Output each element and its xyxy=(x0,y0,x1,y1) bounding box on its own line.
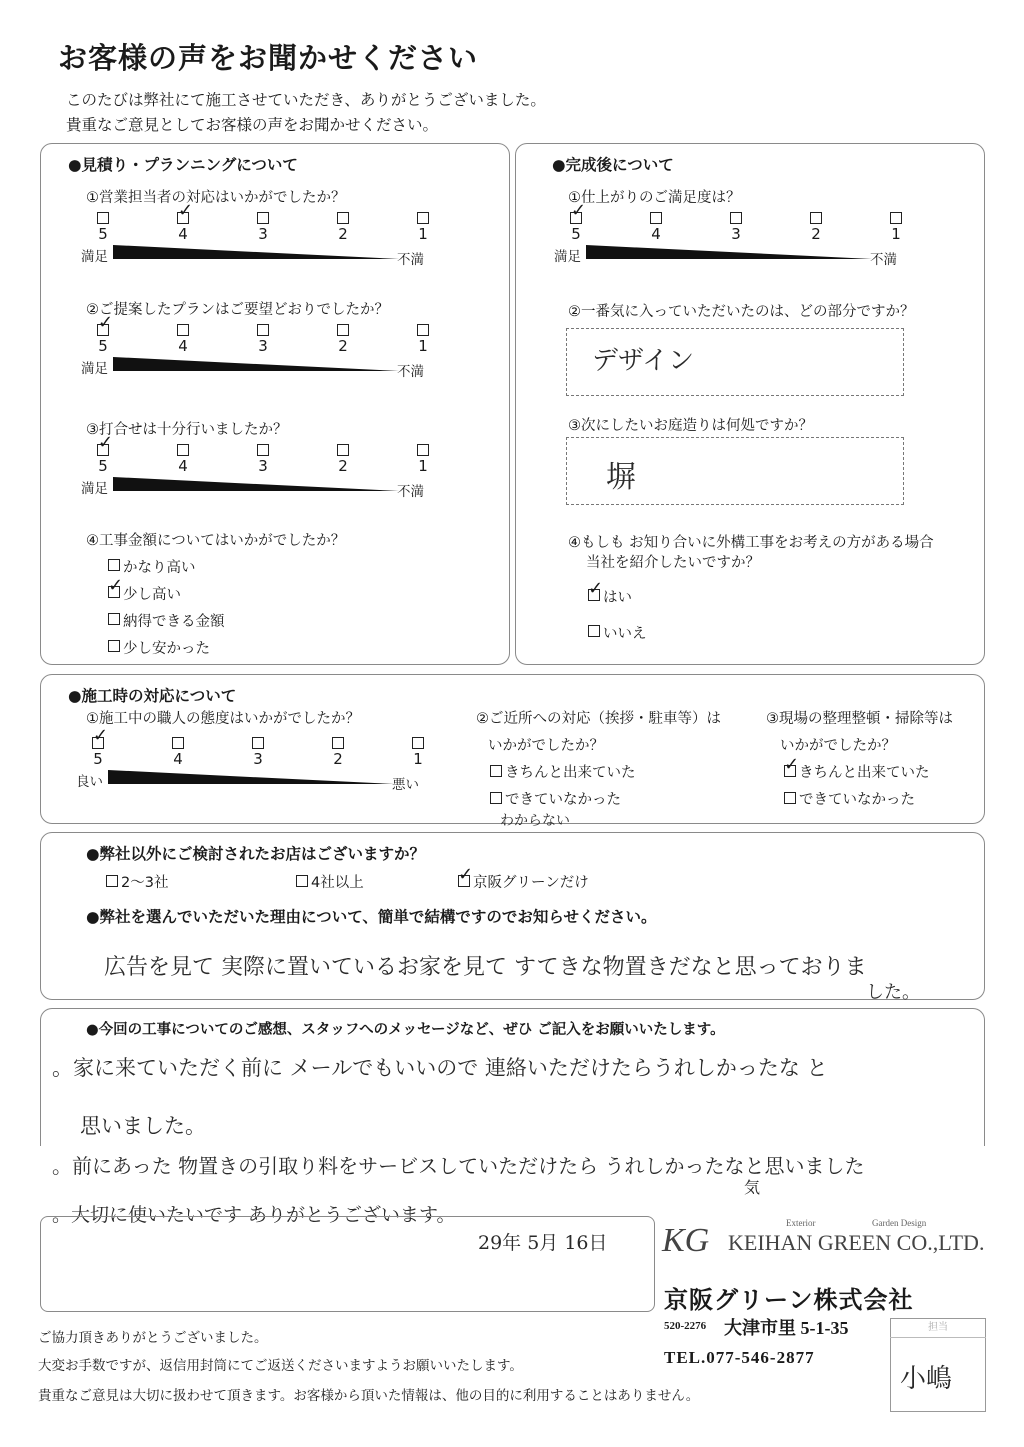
footer-line3: 貴重なご意見は大切に扱わせて頂きます。お客様から頂いた情報は、他の目的に利用することはありません。 xyxy=(38,1388,700,1404)
rating-number: 2 xyxy=(338,225,348,243)
rating-checkbox[interactable] xyxy=(177,444,189,456)
rating-number: 2 xyxy=(333,750,343,768)
scale-left-label: 満足 xyxy=(81,249,108,265)
completion-q1: ①仕上がりのご満足度は？ xyxy=(568,190,741,206)
comment-line3: 。前にあった 物置きの引取り料をサービスしていただけたら うれしかったなと思いました xyxy=(52,1154,865,1178)
completion-q3: ③次にしたいお庭造りは何処ですか？ xyxy=(568,418,813,434)
staff-box-label: 担当 xyxy=(890,1318,986,1338)
construction-q3-line1: ③現場の整理整頓・掃除等は xyxy=(766,711,953,727)
rating-checkbox[interactable] xyxy=(417,212,429,224)
rating-number: 5 xyxy=(98,225,108,243)
referral-yes-label: はい xyxy=(603,590,632,606)
rating-checkbox[interactable] xyxy=(412,737,424,749)
tidy-bad-label: できていなかった xyxy=(799,792,915,808)
construction-q1: ①施工中の職人の態度はいかがでしたか？ xyxy=(86,711,360,727)
scale-left-label: 満足 xyxy=(81,481,108,497)
rating-checkbox[interactable] xyxy=(172,737,184,749)
rating-number: 2 xyxy=(338,457,348,475)
rating-number: 3 xyxy=(258,337,268,355)
rating-number: 1 xyxy=(418,337,428,355)
comment-line1: 。家に来ていただく前に メールでもいいので 連絡いただけたらうれしかったな と xyxy=(52,1056,828,1080)
construction-q3-line2: いかがでしたか？ xyxy=(780,738,896,754)
check-mark-icon: ✓ xyxy=(588,578,604,599)
blank-area xyxy=(40,1216,655,1312)
planning-q4: ④工事金額についてはいかがでしたか？ xyxy=(86,533,346,549)
neighbor-bad-checkbox[interactable] xyxy=(490,792,502,804)
price-option-label: かなり高い xyxy=(123,560,196,576)
reason-question: ●弊社を選んでいただいた理由について、簡単で結構ですのでお知らせください。 xyxy=(86,908,657,926)
planning-q3: ③打合せは十分行いましたか？ xyxy=(86,422,288,438)
price-option-checkbox[interactable] xyxy=(108,559,120,571)
rating-checkbox[interactable] xyxy=(890,212,902,224)
company-logo-mark: KG xyxy=(662,1222,710,1259)
company-address: 大津市里 5-1-35 xyxy=(724,1318,849,1338)
price-option-label: 少し安かった xyxy=(123,641,210,657)
price-option-checkbox[interactable] xyxy=(108,613,120,625)
rating-number: 5 xyxy=(571,225,581,243)
planning-q2: ②ご提案したプランはご要望どおりでしたか？ xyxy=(86,302,389,318)
price-option-label: 納得できる金額 xyxy=(123,614,225,630)
rating-number: 1 xyxy=(418,225,428,243)
rating-number: 4 xyxy=(178,457,188,475)
rating-number: 5 xyxy=(98,337,108,355)
staff-signature: 小嶋 xyxy=(900,1364,953,1394)
construction-q2-line1: ②ご近所への対応（挨拶・駐車等）は xyxy=(476,711,721,727)
check-mark-icon: ✓ xyxy=(93,725,109,746)
rating-checkbox[interactable] xyxy=(337,212,349,224)
referral-no-label: いいえ xyxy=(603,626,647,642)
footer-line2: 大変お手数ですが、返信用封筒にてご返送くださいますようお願いいたします。 xyxy=(38,1358,523,1374)
reason-answer-line2: した。 xyxy=(866,982,920,1003)
completion-panel xyxy=(515,143,985,665)
referral-no-checkbox[interactable] xyxy=(588,625,600,637)
scale-left-label: 満足 xyxy=(81,361,108,377)
company-logo-small-2: Garden Design xyxy=(872,1218,927,1228)
company-postal: 520-2276 xyxy=(664,1320,707,1332)
comments-heading: ●今回の工事についてのご感想、スタッフへのメッセージなど、ぜひ ご記入をお願いいたします。 xyxy=(86,1022,725,1038)
scale-right-label: 不満 xyxy=(397,364,424,380)
rating-number: 1 xyxy=(413,750,423,768)
rating-number: 4 xyxy=(178,337,188,355)
company-logo-small-1: Exterior xyxy=(786,1218,816,1228)
rating-checkbox[interactable] xyxy=(257,444,269,456)
neighbor-good-checkbox[interactable] xyxy=(490,765,502,777)
scale-right-label: 悪い xyxy=(392,777,419,793)
comment-date: 29年 5月 16日 xyxy=(478,1232,608,1254)
scale-left-label: 良い xyxy=(76,774,103,790)
rating-number: 1 xyxy=(418,457,428,475)
rating-number: 3 xyxy=(253,750,263,768)
rating-checkbox[interactable] xyxy=(810,212,822,224)
rating-number: 3 xyxy=(731,225,741,243)
check-mark-icon: ✓ xyxy=(458,864,474,885)
shop-option-label: 京阪グリーンだけ xyxy=(473,875,589,891)
completion-q2: ②一番気に入っていただいたのは、どの部分ですか？ xyxy=(568,304,915,320)
company-logo-text: KEIHAN GREEN CO.,LTD. xyxy=(728,1230,985,1255)
check-mark-icon: ✓ xyxy=(108,575,124,596)
favorite-part-answer: デザイン xyxy=(592,346,695,376)
intro-line-1: このたびは弊社にて施工させていただき、ありがとうございました。 xyxy=(66,91,546,109)
intro-line-2: 貴重なご意見としてお客様の声をお聞かせください。 xyxy=(66,116,439,134)
rating-checkbox[interactable] xyxy=(97,212,109,224)
rating-checkbox[interactable] xyxy=(417,444,429,456)
rating-number: 4 xyxy=(651,225,661,243)
rating-number: 5 xyxy=(98,457,108,475)
scale-right-label: 不満 xyxy=(870,252,897,268)
completion-q4-line2: 当社を紹介したいですか？ xyxy=(586,555,760,571)
check-mark-icon: ✓ xyxy=(178,200,194,221)
company-name: 京阪グリーン株式会社 xyxy=(664,1288,914,1314)
construction-q2-line2: いかがでしたか？ xyxy=(488,738,604,754)
shop-option-label: 4社以上 xyxy=(311,875,364,891)
rating-checkbox[interactable] xyxy=(337,324,349,336)
check-mark-icon: ✓ xyxy=(784,754,800,775)
shop-option-checkbox[interactable] xyxy=(106,875,118,887)
rating-number: 3 xyxy=(258,457,268,475)
shop-option-label: 2～3社 xyxy=(121,875,169,891)
completion-q4-line1: ④もしも お知り合いに外構工事をお考えの方がある場合 xyxy=(568,535,934,551)
rating-checkbox[interactable] xyxy=(177,324,189,336)
tidy-good-label: きちんと出来ていた xyxy=(799,765,930,781)
other-shops-question: ●弊社以外にご検討されたお店はございますか？ xyxy=(86,845,426,863)
check-mark-icon: ✓ xyxy=(98,432,114,453)
rating-number: 1 xyxy=(891,225,901,243)
rating-checkbox[interactable] xyxy=(650,212,662,224)
rating-number: 2 xyxy=(811,225,821,243)
rating-checkbox[interactable] xyxy=(332,737,344,749)
price-option-checkbox[interactable] xyxy=(108,640,120,652)
scale-left-label: 満足 xyxy=(554,249,581,265)
rating-number: 3 xyxy=(258,225,268,243)
completion-heading: ●完成後について xyxy=(552,156,674,174)
comment-line2: 思いました。 xyxy=(80,1114,206,1138)
rating-checkbox[interactable] xyxy=(257,212,269,224)
company-tel: TEL.077-546-2877 xyxy=(664,1348,815,1367)
planning-q1: ①営業担当者の対応はいかがでしたか？ xyxy=(86,190,346,206)
tidy-bad-checkbox[interactable] xyxy=(784,792,796,804)
rating-checkbox[interactable] xyxy=(257,324,269,336)
construction-heading: ●施工時の対応について xyxy=(68,687,237,705)
neighbor-note: わからない xyxy=(500,813,570,829)
rating-number: 5 xyxy=(93,750,103,768)
page-title: お客様の声をお聞かせください xyxy=(58,41,479,75)
rating-number: 4 xyxy=(178,225,188,243)
comment-line3-note: 気 xyxy=(744,1178,761,1197)
footer-line1: ご協力頂きありがとうございました。 xyxy=(38,1330,268,1346)
reason-answer-line1: 広告を見て 実際に置いているお家を見て すてきな物置きだなと思っておりま xyxy=(104,955,867,980)
price-option-label: 少し高い xyxy=(123,587,181,603)
comment-line4: 。大切に使いたいです ありがとうございます。 xyxy=(52,1204,456,1226)
rating-checkbox[interactable] xyxy=(337,444,349,456)
next-garden-answer: 塀 xyxy=(606,460,636,495)
rating-checkbox[interactable] xyxy=(417,324,429,336)
shop-option-checkbox[interactable] xyxy=(296,875,308,887)
rating-number: 4 xyxy=(173,750,183,768)
scale-right-label: 不満 xyxy=(397,484,424,500)
check-mark-icon: ✓ xyxy=(571,200,587,221)
rating-checkbox[interactable] xyxy=(730,212,742,224)
rating-number: 2 xyxy=(338,337,348,355)
rating-checkbox[interactable] xyxy=(252,737,264,749)
neighbor-good-label: きちんと出来ていた xyxy=(505,765,636,781)
scale-right-label: 不満 xyxy=(397,252,424,268)
check-mark-icon: ✓ xyxy=(98,312,114,333)
neighbor-bad-label: できていなかった xyxy=(505,792,621,808)
planning-heading: ●見積り・プランニングについて xyxy=(68,156,298,174)
